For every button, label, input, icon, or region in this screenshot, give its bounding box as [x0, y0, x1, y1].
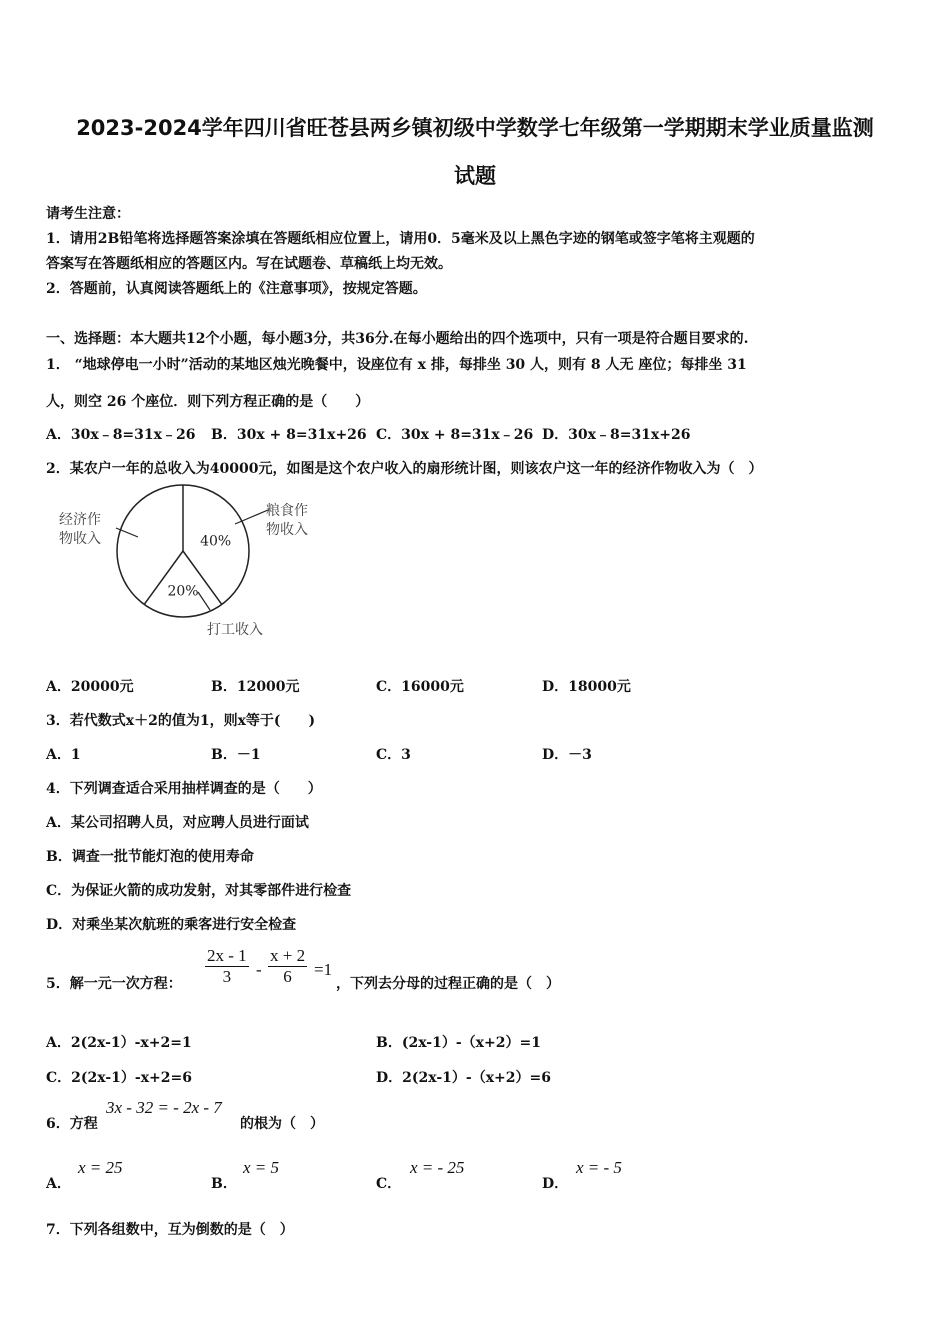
q5-fraction-2-denominator: 6 — [283, 967, 292, 986]
q6-option-c-answer: x = - 25 — [410, 1158, 465, 1177]
notice-item-1: 1．请用2B铅笔将选择题答案涂填在答题纸相应位置上，请用0．5毫米及以上黑色字迹的钢笔或签字笔将主观题的 — [46, 231, 755, 247]
question-6-suffix: 的根为（ ） — [240, 1116, 324, 1132]
q4-option-b[interactable]: B．调查一批节能灯泡的使用寿命 — [46, 849, 254, 865]
q5-option-b[interactable]: B．(2x-1）-（x+2）=1 — [376, 1035, 541, 1051]
q6-option-b-letter[interactable]: B． — [211, 1176, 237, 1192]
q5-option-c[interactable]: C．2(2x-1）-x+2=6 — [46, 1070, 193, 1086]
q1-option-b[interactable]: B．30x + 8=31x+26 — [211, 427, 367, 443]
question-4-stem: 4．下列调查适合采用抽样调查的是（ ） — [46, 781, 322, 797]
pie-category-label-1-line-2: 物收入 — [266, 522, 308, 538]
q2-option-a[interactable]: A．20000元 — [46, 679, 134, 695]
pie-category-label-1-line-1: 粮食作 — [266, 503, 308, 519]
q6-option-a-answer: x = 25 — [78, 1158, 123, 1177]
notice-heading: 请考生注意： — [46, 206, 130, 222]
q1-option-c[interactable]: C．30x + 8=31x﹣26 — [376, 427, 534, 443]
q6-option-d-letter[interactable]: D． — [542, 1176, 569, 1192]
question-1-stem-continued: 人，则空 26 个座位．则下列方程正确的是（ ） — [46, 394, 370, 410]
question-5-prefix: 5．解一元一次方程： — [46, 976, 182, 992]
pie-value-label-2: 20% — [167, 583, 199, 600]
q5-option-d[interactable]: D．2(2x-1）-（x+2）=6 — [376, 1070, 551, 1086]
q5-fraction-2 — [268, 946, 307, 987]
question-1-stem: 1． “地球停电一小时”活动的某地区烛光晚餐中，设座位有 x 排，每排坐 30 人，则有 8 人无 座位；每排坐 31 — [46, 357, 747, 373]
q5-fraction-1-denominator: 3 — [222, 967, 232, 986]
pie-chart — [40, 482, 340, 647]
q6-option-b-answer: x = 5 — [243, 1158, 280, 1177]
pie-category-label-3-line-2: 物收入 — [59, 531, 101, 547]
q6-option-a-letter[interactable]: A． — [46, 1176, 71, 1192]
pie-callout-line-2 — [198, 592, 210, 610]
q4-option-a[interactable]: A．某公司招聘人员，对应聘人员进行面试 — [46, 815, 309, 831]
page-title: 2023-2024学年四川省旺苍县两乡镇初级中学数学七年级第一学期期末学业质量监测 — [76, 116, 874, 140]
notice-item-2: 2．答题前，认真阅读答题纸上的《注意事项》，按规定答题。 — [46, 281, 427, 297]
pie-value-label-1: 40% — [200, 533, 232, 550]
q2-option-c[interactable]: C．16000元 — [376, 679, 464, 695]
question-3-stem: 3．若代数式x＋2的值为1，则x等于( ) — [46, 713, 316, 729]
q5-fraction-1-numerator: 2x - 1 — [207, 946, 247, 965]
q5-fraction-2-numerator: x + 2 — [270, 946, 306, 965]
pie-category-label-2-line-1: 打工收入 — [207, 622, 263, 638]
q1-option-d[interactable]: D．30x﹣8=31x+26 — [542, 427, 691, 443]
q6-option-d-answer: x = - 5 — [576, 1158, 622, 1177]
pie-category-label-3-line-1: 经济作 — [59, 512, 101, 528]
q3-option-c[interactable]: C．3 — [376, 747, 411, 763]
q4-option-c[interactable]: C．为保证火箭的成功发射，对其零部件进行检查 — [46, 883, 352, 899]
q3-option-d[interactable]: D．－3 — [542, 747, 592, 763]
question-7-stem: 7．下列各组数中，互为倒数的是（ ） — [46, 1222, 294, 1238]
section-heading: 一、选择题：本大题共12个小题，每小题3分，共36分.在每小题给出的四个选项中，只有一项是符合题目要求的. — [46, 331, 749, 347]
question-5-suffix: ，下列去分母的过程正确的是（ ） — [336, 976, 560, 992]
q5-minus-sign: - — [256, 960, 262, 979]
q6-option-c-letter[interactable]: C． — [376, 1176, 402, 1192]
page-title-continued: 试题 — [454, 164, 496, 188]
q6-equation: 3x - 32 = - 2x - 7 — [106, 1098, 222, 1117]
notice-item-1-continued: 答案写在答题纸相应的答题区内。写在试题卷、草稿纸上均无效。 — [46, 256, 452, 272]
q3-option-b[interactable]: B．－1 — [211, 747, 261, 763]
q2-option-d[interactable]: D．18000元 — [542, 679, 631, 695]
question-6-prefix: 6．方程 — [46, 1116, 98, 1132]
question-2-stem: 2．某农户一年的总收入为40000元，如图是这个农户收入的扇形统计图，则该农户这一年的经济作物收入为（ ） — [46, 461, 763, 477]
q5-option-a[interactable]: A．2(2x-1）-x+2=1 — [46, 1035, 192, 1051]
q5-equals: =1 — [314, 960, 333, 979]
q5-fraction-1 — [205, 946, 249, 987]
q1-option-a[interactable]: A．30x﹣8=31x﹣26 — [46, 427, 196, 443]
q4-option-d[interactable]: D．对乘坐某次航班的乘客进行安全检查 — [46, 917, 297, 933]
q2-option-b[interactable]: B．12000元 — [211, 679, 300, 695]
q3-option-a[interactable]: A．1 — [46, 747, 81, 763]
